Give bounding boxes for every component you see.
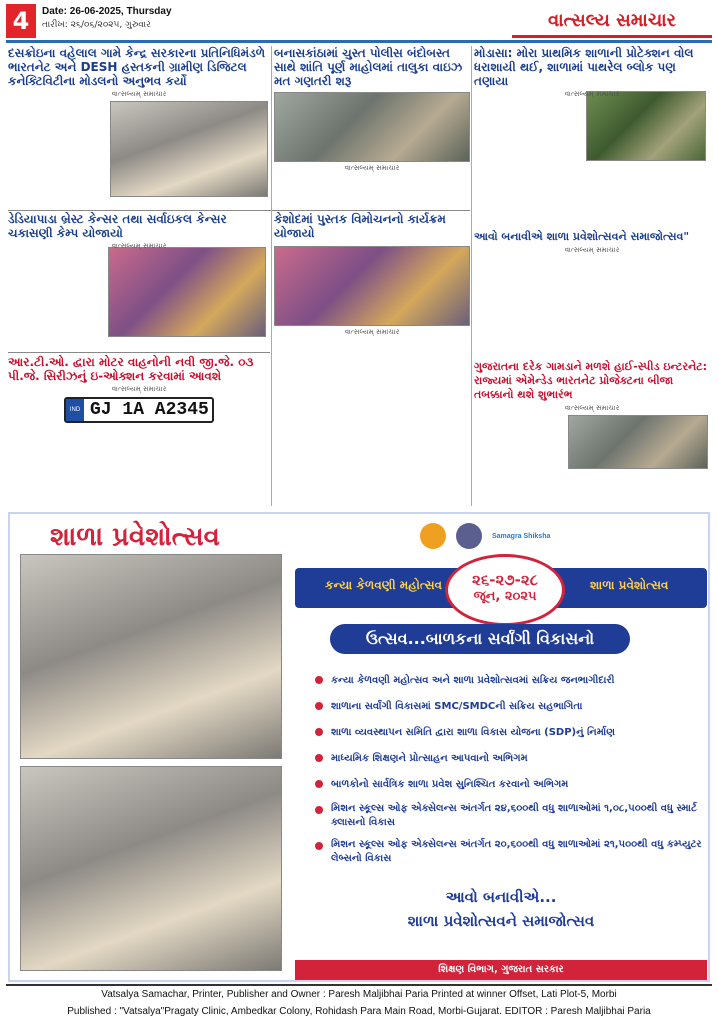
emblem-icon [456, 523, 482, 549]
bullet-item: માધ્યમિક શિક્ષણને પ્રોત્સાહન આપવાનો અભિગમ [315, 750, 705, 766]
ad-photo-bottom [20, 766, 282, 971]
article-photo [274, 246, 470, 326]
header-rule [6, 40, 712, 43]
page-number: 4 [6, 4, 36, 38]
date-gujarati: તારીખ: ૨૬/૦૬/૨૦૨૫, ગુરુવાર [42, 20, 151, 30]
bullet-dot-icon [315, 806, 323, 814]
article-banaskantha [274, 46, 470, 206]
byline: વાત્સલ્યમ્ સમાચાર [344, 164, 400, 172]
column-rule [471, 46, 472, 506]
masthead: વાત્સલ્ય સમાચાર [512, 4, 712, 38]
date-badge [445, 554, 565, 626]
date-english: Date: 26-06-2025, Thursday [42, 6, 172, 17]
samagra-shiksha-logo: Samagra Shiksha [492, 532, 551, 540]
article-rto [8, 355, 270, 505]
article-photo [586, 91, 706, 161]
ad-photo-top [20, 554, 282, 759]
bullet-dot-icon [315, 676, 323, 684]
plate-number: GJ 1A A2345 [90, 400, 209, 420]
byline: વાત્સલ્યમ્ સમાચાર [111, 242, 167, 250]
byline: વાત્સલ્યમ્ સમાચાર [564, 90, 620, 98]
imprint-footer [6, 984, 712, 1022]
byline: વાત્સલ્યમ્ સમાચાર [111, 90, 167, 98]
bullet-dot-icon [315, 754, 323, 762]
bullet-item: શાળાના સર્વાંગી વિકાસમાં SMC/SMDCની સક્રિય સહભાગિતા [315, 698, 705, 714]
headline: મોડાસા: મોરા પ્રાથમિક શાળાની પ્રોટેક્શન વોલ ધરાશાયી થઈ, શાળામાં પાથરેલ બ્લોક પણ તણાયા [474, 46, 694, 88]
headline: કેશોદમાં પુસ્તક વિમોચનનો કાર્યક્રમ યોજાયો [274, 212, 446, 240]
bullet-item: શાળા વ્યવસ્થાપન સમિતિ દ્વારા શાળા વિકાસ યોજના (SDP)નું નિર્માણ [315, 724, 705, 740]
banner-right-text: શાળા પ્રવેશોત્સવ [590, 578, 669, 592]
badge-month: જૂન, ૨૦૨૫ [473, 589, 537, 604]
column-rule [271, 46, 272, 506]
badge-dates: ૨૬-૨૭-૨૮ [472, 571, 538, 589]
headline: ગુજરાતના દરેક ગામડાને મળશે હાઈ-સ્પીડ ઇન્ટરનેટ: રાજ્યમાં એમેન્ડેડ ભારતનેટ પ્રોજેક્ટના બીજા તબક્કાનો થશે શુભારંભ [474, 360, 708, 401]
article-photo [568, 415, 708, 469]
imprint-line-1: Vatsalya Samachar, Printer, Publisher and Owner : Paresh Maljibhai Paria Printed at winner Offset, Lati Plot-5, Morbi [101, 989, 617, 1000]
slogan-line-2: શાળા પ્રવેશોત્સવને સમાજોત્સવ [407, 912, 595, 930]
department-credit: શિક્ષણ વિભાગ, ગુજરાત સરકાર [295, 960, 707, 980]
article-keshod [274, 212, 470, 357]
headline: દસક્રોઇના વહેલાલ ગામે કેન્દ્ર સરકારના પ્રતિનિધિમંડળે ભારતનેટ અને DESH હસ્તકની ગ્રામીણ ડિજિટલ કનેક્ટિવિટીના મોડલનો અનુભવ કર્યો [8, 46, 266, 88]
article-photo [110, 101, 268, 197]
bullet-item: મિશન સ્કૂલ્સ ઓફ એક્સેલન્સ અંતર્ગત ૨૦,૬૦૦થી વધુ શાળાઓમાં ૨૧,૫૦૦થી વધુ કમ્પ્યુટર લેબ્સનો વિકાસ [315, 838, 705, 868]
plate-country: IND [66, 399, 84, 421]
article-praveshotsav [474, 230, 710, 360]
logo-row [420, 520, 580, 552]
number-plate [64, 397, 214, 423]
page-header [6, 4, 712, 42]
bullet-item: કન્યા કેળવણી મહોત્સવ અને શાળા પ્રવેશોત્સવમાં સક્રિય જનભાગીદારી [315, 672, 705, 688]
article-photo [274, 92, 470, 162]
headline: આર.ટી.ઓ. દ્વારા મોટર વાહનોની નવી જી.જે. ૦૩ પી.જે. સિરીઝનું ઇ-ઓક્શન કરવામાં આવશે [8, 355, 254, 383]
divider [8, 210, 470, 211]
bullet-item: બાળકોનો સાર્વત્રિક શાળા પ્રવેશ સુનિશ્ચિત કરવાનો અભિગમ [315, 776, 705, 792]
headline: ડેડિયાપાડા બ્રેસ્ટ કેન્સર તથા સર્વાઇકલ કેન્સર ચકાસણી કેમ્પ યોજાયો [8, 212, 227, 240]
headline: આવો બનાવીએ શાળા પ્રવેશોત્સવને સમાજોત્સવ" [474, 230, 690, 243]
gujarat-logo-icon [420, 523, 446, 549]
article-bharatnet [474, 360, 710, 508]
praveshotsav-advertisement [8, 512, 710, 982]
headline: બનાસકાંઠામાં ચુસ્ત પોલીસ બંદોબસ્ત સાથે શાંતિ પૂર્ણ માહોલમાં તાલુકા વાઇઝ મત ગણતરી શરૂ [274, 46, 463, 88]
byline: વાત્સલ્યમ્ સમાચાર [111, 385, 167, 393]
bullet-dot-icon [315, 728, 323, 736]
article-body [8, 101, 106, 201]
byline: વાત્સલ્યમ્ સમાચાર [564, 404, 620, 412]
slogan-line-1: આવો બનાવીએ... [445, 888, 557, 906]
byline: વાત્સલ્યમ્ સમાચાર [564, 246, 620, 254]
article-vahelal [8, 46, 270, 206]
divider [8, 352, 270, 353]
ad-subtitle: ઉત્સવ...બાળકના સર્વાંગી વિકાસનો [330, 624, 630, 654]
ad-title: શાળા પ્રવેશોત્સવ [50, 522, 220, 552]
bullet-dot-icon [315, 780, 323, 788]
byline: વાત્સલ્યમ્ સમાચાર [344, 328, 400, 336]
imprint-line-2: Published : "Vatsalya"Pragaty Clinic, Ambedkar Colony, Rohidash Para Main Road, Morbi-Gujarat. EDITOR : Paresh Maljibhai Paria [67, 1006, 651, 1017]
bullet-dot-icon [315, 842, 323, 850]
banner-left-text: કન્યા કેળવણી મહોત્સવ [325, 578, 443, 592]
bullet-dot-icon [315, 702, 323, 710]
article-modasa [474, 46, 710, 226]
article-dediyapada [8, 212, 270, 357]
bullet-item: મિશન સ્કૂલ્સ ઓફ એક્સેલન્સ અંતર્ગત ૨૪,૬૦૦થી વધુ શાળાઓમાં ૧,૦૮,૫૦૦થી વધુ સ્માર્ટ ક્લાસનો વિકાસ [315, 802, 705, 832]
festival-banner [295, 554, 707, 626]
article-photo [108, 247, 266, 337]
